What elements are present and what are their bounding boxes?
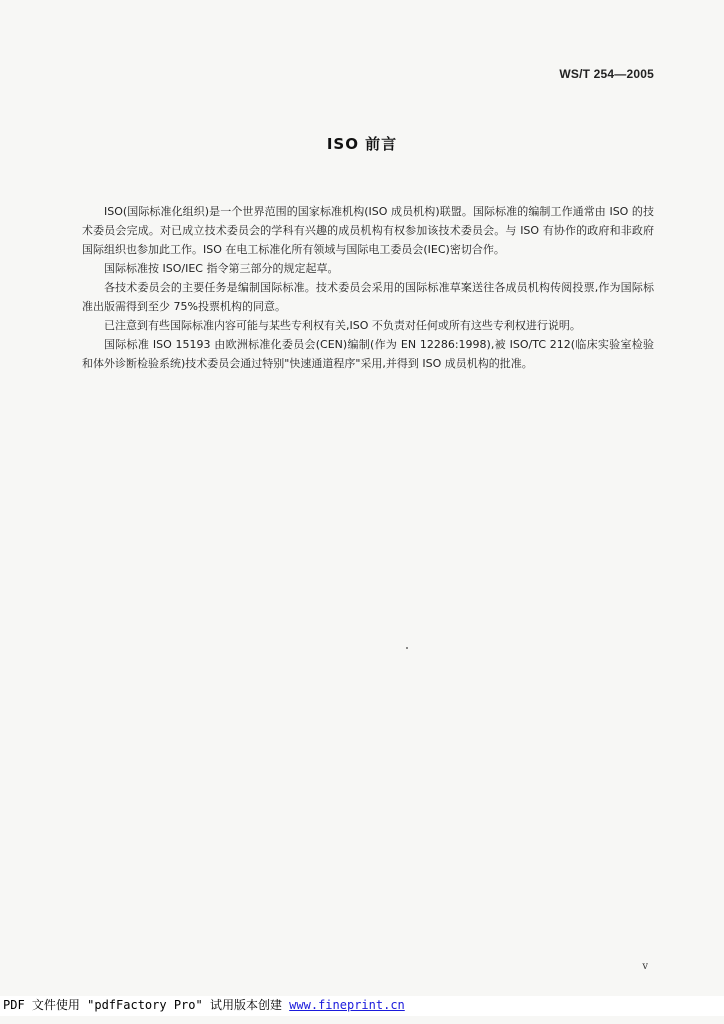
page-number: v: [642, 961, 648, 972]
paragraph-drafting-rules: 国际标准按 ISO/IEC 指令第三部分的规定起草。: [104, 262, 339, 275]
footer-text: PDF 文件使用 "pdfFactory Pro" 试用版本创建: [3, 998, 290, 1012]
scan-artifact: [406, 647, 408, 649]
page-title: ISO 前言: [326, 135, 398, 153]
paragraph-iso-intro: ISO(国际标准化组织)是一个世界范围的国家标准机构(ISO 成员机构)联盟。国际标准的编制工作通常由 ISO 的技术委员会完成。对已成立技术委员会的学科有兴趣的成员机构有权参加该技术委员会。与 ISO 有协作的政府和非政府国际组织也参加此工作。ISO 在电工标准化所有领域与国际电工委员会(IEC)密切合作。: [82, 205, 654, 256]
paragraph-patent-notice: 已注意到有些国际标准内容可能与某些专利权有关,ISO 不负责对任何或所有这些专利权进行说明。: [104, 319, 581, 332]
paragraph-committee-tasks: 各技术委员会的主要任务是编制国际标准。技术委员会采用的国际标准草案送往各成员机构传阅投票,作为国际标准出版需得到至少 75%投票机构的同意。: [82, 281, 654, 313]
paragraph-standard-origin: 国际标准 ISO 15193 由欧洲标准化委员会(CEN)编制(作为 EN 12286:1998),被 ISO/TC 212(临床实验室检验和体外诊断检验系统)技术委员会通过特别"快速通道程序"采用,并得到 ISO 成员机构的批准。: [82, 338, 654, 370]
standard-code: WS/T 254—2005: [559, 67, 654, 81]
fineprint-link[interactable]: www.fineprint.cn: [289, 998, 405, 1012]
preface-body: [82, 202, 654, 373]
pdf-watermark-footer: [0, 996, 724, 1016]
